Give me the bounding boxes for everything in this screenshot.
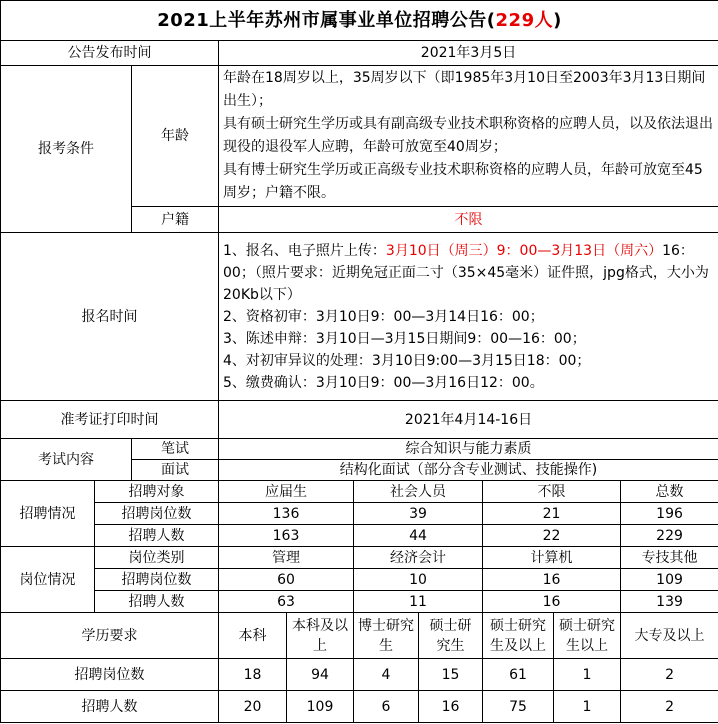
positions-header-1: 管理	[219, 547, 354, 569]
requirements-label: 报考条件	[1, 66, 132, 233]
positions-header-3: 计算机	[483, 547, 621, 569]
written-value: 综合知识与能力素质	[219, 439, 718, 460]
education-cell: 15	[419, 659, 483, 691]
positions-label: 岗位情况	[1, 547, 95, 613]
recruit-cell: 44	[354, 525, 483, 547]
hukou-value: 不限	[219, 207, 718, 233]
positions-header-2: 经济会计	[354, 547, 483, 569]
recruit-header-3: 不限	[483, 481, 621, 503]
age-conditions	[219, 66, 718, 207]
education-header: 本科及以上	[287, 613, 354, 659]
recruit-header-2: 社会人员	[354, 481, 483, 503]
age-line-3: 具有博士研究生学历或正高级专业技术职称资格的应聘人员，年龄可放宽至45周岁；户籍不限。	[223, 162, 703, 201]
education-cell: 2	[621, 691, 718, 723]
education-header: 硕士研究生以上	[554, 613, 621, 659]
positions-cell: 60	[219, 569, 354, 591]
table-row	[1, 569, 718, 591]
recruit-row-label: 招聘岗位数	[95, 503, 219, 525]
education-cell: 1	[554, 691, 621, 723]
age-label: 年龄	[132, 66, 219, 207]
publish-value: 2021年3月5日	[219, 41, 718, 66]
education-row-label: 招聘岗位数	[1, 659, 219, 691]
positions-row-label: 招聘人数	[95, 591, 219, 613]
recruit-cell: 229	[621, 525, 718, 547]
publish-label: 公告发布时间	[1, 41, 219, 66]
hukou-label: 户籍	[132, 207, 219, 233]
recruit-cell: 39	[354, 503, 483, 525]
education-header: 硕士研究生	[419, 613, 483, 659]
education-cell: 94	[287, 659, 354, 691]
recruit-header-0: 招聘对象	[95, 481, 219, 503]
education-header: 大专及以上	[621, 613, 718, 659]
table-row	[1, 525, 718, 547]
registration-item-4: 4、对初审异议的处理：3月10日9:00—3月15日18：00；	[223, 352, 591, 369]
positions-cell: 10	[354, 569, 483, 591]
education-cell: 2	[621, 659, 718, 691]
recruit-row-label: 招聘人数	[95, 525, 219, 547]
education-label: 学历要求	[1, 613, 219, 659]
registration-label: 报名时间	[1, 233, 219, 401]
table-row	[1, 691, 718, 723]
interview-value: 结构化面试（部分含专业测试、技能操作)	[219, 460, 718, 481]
registration-item-5: 5、缴费确认：3月10日9：00—3月16日12：00。	[223, 374, 544, 391]
registration-item-2: 2、资格初审：3月10日9：00—3月14日16：00；	[223, 308, 544, 325]
education-header: 博士研究生	[354, 613, 419, 659]
education-row-label: 招聘人数	[1, 691, 219, 723]
positions-row-label: 招聘岗位数	[95, 569, 219, 591]
page-title: 2021上半年苏州市属事业单位招聘公告(229人)	[1, 1, 718, 41]
table-row	[1, 659, 718, 691]
positions-header-4: 专技其他	[621, 547, 718, 569]
recruit-cell: 196	[621, 503, 718, 525]
exam-label: 考试内容	[1, 439, 132, 481]
interview-label: 面试	[132, 460, 219, 481]
positions-header-0: 岗位类别	[95, 547, 219, 569]
table-row	[1, 591, 718, 613]
positions-cell: 109	[621, 569, 718, 591]
education-cell: 18	[219, 659, 287, 691]
age-line-2: 具有硕士研究生学历或具有副高级专业技术职称资格的应聘人员，以及依法退出现役的退役军人应聘，年龄可放宽至40周岁；	[223, 116, 713, 155]
written-label: 笔试	[132, 439, 219, 460]
registration-details	[219, 233, 718, 401]
positions-cell: 139	[621, 591, 718, 613]
positions-cell: 63	[219, 591, 354, 613]
education-cell: 4	[354, 659, 419, 691]
education-header: 硕士研究生及以上	[483, 613, 554, 659]
recruit-header-1: 应届生	[219, 481, 354, 503]
registration-item-1: 1、报名、电子照片上传：3月10日（周三）9：00—3月13日（周六）16：00；（照片要求：近期免冠正面二寸（35×45毫米）证件照，jpg格式，大小为20Kb以下）	[223, 242, 709, 303]
positions-cell: 11	[354, 591, 483, 613]
age-line-1: 年龄在18周岁以上，35周岁以下（即1985年3月10日至2003年3月13日期间出生）；	[223, 70, 706, 109]
education-cell: 109	[287, 691, 354, 723]
education-cell: 6	[354, 691, 419, 723]
recruit-cell: 22	[483, 525, 621, 547]
admission-label: 准考证打印时间	[1, 401, 219, 439]
table-row	[1, 503, 718, 525]
education-cell: 1	[554, 659, 621, 691]
recruit-header-4: 总数	[621, 481, 718, 503]
education-cell: 75	[483, 691, 554, 723]
recruit-cell: 163	[219, 525, 354, 547]
education-cell: 20	[219, 691, 287, 723]
recruit-label: 招聘情况	[1, 481, 95, 547]
education-cell: 61	[483, 659, 554, 691]
recruit-cell: 21	[483, 503, 621, 525]
admission-value: 2021年4月14-16日	[219, 401, 718, 439]
positions-cell: 16	[483, 591, 621, 613]
education-header: 本科	[219, 613, 287, 659]
education-cell: 16	[419, 691, 483, 723]
positions-cell: 16	[483, 569, 621, 591]
recruit-cell: 136	[219, 503, 354, 525]
registration-item-3: 3、陈述申辩：3月10日—3月15日期间9：00—16：00；	[223, 330, 586, 347]
